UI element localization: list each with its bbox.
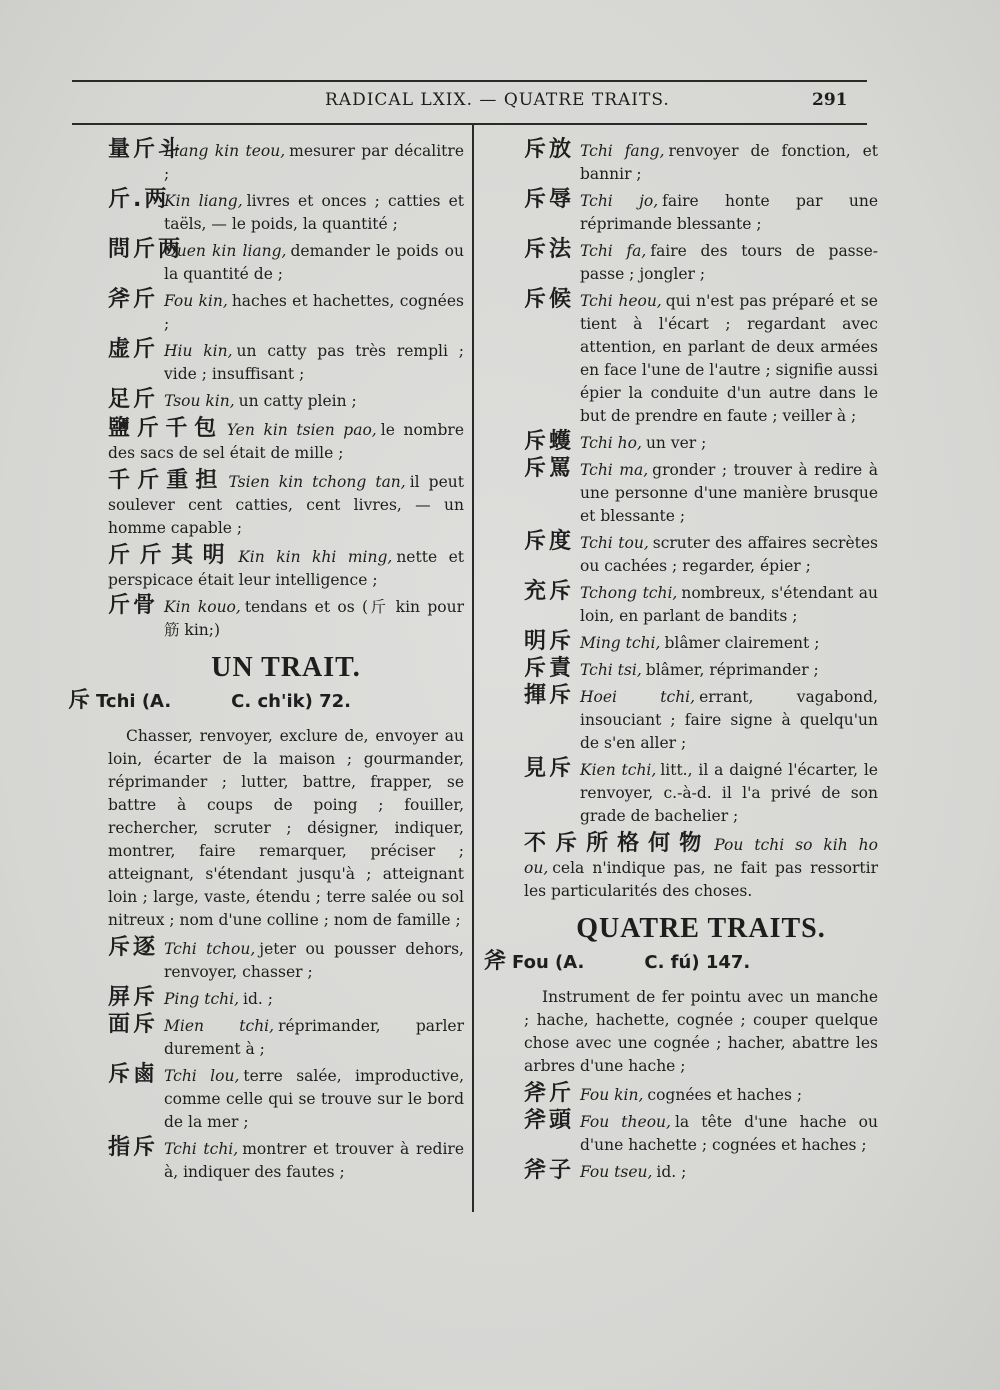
entry-chars: 斧頭 xyxy=(524,1108,575,1133)
entry-chars: 斥罵 xyxy=(524,456,575,481)
entry xyxy=(524,579,878,628)
section-title: QUATRE TRAITS. xyxy=(576,913,826,944)
top-rule xyxy=(72,80,867,82)
entry-chars: 斧斤 xyxy=(108,287,159,312)
column-divider xyxy=(472,124,474,1212)
entry xyxy=(108,417,464,465)
entry-chars: 斥逐 xyxy=(108,935,159,960)
radical-romanization: Fou (A. xyxy=(512,952,585,973)
entry-romanization: Tchi ma, xyxy=(580,461,649,479)
entry-definition: blâmer clairement ; xyxy=(664,634,820,652)
entry-definition: réprimander, parler durement à ; xyxy=(164,1017,464,1058)
entry-definition: un catty pas très rempli ; vide ; insuffisant ; xyxy=(164,342,464,383)
entry-romanization: Kin kouo, xyxy=(164,598,241,616)
entry-romanization: Tchi fang, xyxy=(580,142,665,160)
entry-chars: 斥責 xyxy=(524,656,575,681)
entry-romanization: Tchi fa, xyxy=(580,242,647,260)
entry-definition: le nombre des sacs de sel était de mille ; xyxy=(108,421,464,462)
entry-chars: 鹽斤千包 xyxy=(108,416,223,441)
entry-definition: un ver ; xyxy=(645,434,707,452)
entry-romanization: Fou kin, xyxy=(164,292,228,310)
entry-chars: 千斤重担 xyxy=(108,468,225,493)
entry xyxy=(108,287,464,336)
entry xyxy=(524,629,878,655)
radical-char: 斧 xyxy=(484,949,507,974)
entry-romanization: Ping tchi, xyxy=(164,990,239,1008)
entry-chars: 斥蠖 xyxy=(524,429,575,454)
entry-chars: 指斥 xyxy=(108,1135,159,1160)
entry xyxy=(108,1135,464,1184)
entry-definition: renvoyer de fonction, et bannir ; xyxy=(580,142,878,183)
left-entries-top xyxy=(108,137,464,642)
radical-romanization: Tchi (A. xyxy=(96,691,172,712)
right-entries-bottom xyxy=(524,1081,878,1184)
entry-chars: 斧斤 xyxy=(524,1081,575,1106)
entry-romanization: Tsou kin, xyxy=(164,392,235,410)
radical-heading xyxy=(484,950,878,974)
entry-definition: un catty plein ; xyxy=(238,392,357,410)
entry-chars: 斥辱 xyxy=(524,187,575,212)
entry xyxy=(108,237,464,286)
entry xyxy=(108,187,464,236)
entry xyxy=(524,756,878,828)
entry-romanization: Tchi jo, xyxy=(580,192,659,210)
entry-chars: 斥度 xyxy=(524,529,575,554)
entry xyxy=(108,469,464,540)
entry-chars: 揮斥 xyxy=(524,683,575,708)
entry-definition: terre salée, improductive, comme celle qui se trouve sur le bord de la mer ; xyxy=(164,1067,464,1131)
entry-romanization: Tchi ho, xyxy=(580,434,642,452)
entry-definition: scruter des affaires secrètes ou cachées ; regarder, épier ; xyxy=(580,534,878,575)
entry-definition: demander le poids ou la quantité de ; xyxy=(164,242,464,283)
entry-romanization: Fou tseu, xyxy=(580,1163,653,1181)
radical-cantonese: C. fú) 147. xyxy=(644,952,751,973)
left-column xyxy=(68,137,464,1188)
entry xyxy=(108,593,464,642)
entry-definition: id. ; xyxy=(656,1163,687,1181)
radical-char: 斥 xyxy=(68,688,91,713)
header-rule xyxy=(72,123,867,125)
entry-chars: 足斤 xyxy=(108,387,159,412)
entry-romanization: Tsien kin tchong tan, xyxy=(228,473,406,491)
entry-chars: 面斥 xyxy=(108,1012,159,1037)
radical-cantonese: C. ch'ik) 72. xyxy=(231,691,351,712)
entry xyxy=(108,1012,464,1061)
entry-definition: il peut soulever cent catties, cent livres, — un homme capable ; xyxy=(108,473,464,537)
entry-definition: cognées et haches ; xyxy=(647,1086,803,1104)
entry-romanization: Kien tchi, xyxy=(580,761,657,779)
entry-definition: nette et perspicace était leur intelligence ; xyxy=(108,548,464,589)
entry-definition: livres et onces ; catties et taëls, — le poids, la quantité ; xyxy=(164,192,464,233)
entry xyxy=(524,287,878,428)
section-title: UN TRAIT. xyxy=(211,652,361,683)
entry-definition: id. ; xyxy=(243,990,273,1008)
entry-chars: 斥候 xyxy=(524,287,575,312)
entry-chars: 斥鹵 xyxy=(108,1062,159,1087)
entry-romanization: Ming tchi, xyxy=(580,634,661,652)
entry xyxy=(108,137,464,186)
entry xyxy=(524,187,878,236)
entry-romanization: Liang kin teou, xyxy=(164,142,286,160)
entry-romanization: Tchi tchi, xyxy=(164,1140,239,1158)
radical-definition: Instrument de fer pointu avec un manche ; hache, hachette, cognée ; couper quelque chose avec une cognée ; hacher, abattre les arbres d'une hache ; xyxy=(524,988,878,1075)
entry-chars: 斤斤其明 xyxy=(108,543,235,568)
entry-romanization: Tchi tchou, xyxy=(164,940,256,958)
entry-chars: 見斥 xyxy=(524,756,575,781)
entry-definition: la tête d'une hache ou d'une hachette ; cognées et haches ; xyxy=(580,1113,878,1154)
radical-definition: Chasser, renvoyer, exclure de, envoyer au loin, écarter de la maison ; gourmander, réprimander ; lutter, battre, frapper, se battre à coups de poing ; fouiller, rechercher, scruter ; désigner, indiquer, montrer, faire remarquer, préciser ; atteignant, s'étendant jusqu'à ; atteignant loin ; large, vaste, étendu ; terre salée ou sol nitreux ; nom d'une colline ; nom de famille ; xyxy=(108,727,464,929)
left-entries-bottom xyxy=(108,935,464,1184)
entry xyxy=(524,1081,878,1107)
entry-definition: qui n'est pas préparé et se tient à l'écart ; regardant avec attention, en parlant de deux armées en face l'une de l'autre ; signifie aussi épier la conduite d'un autre dans le but de prendre en faute ; veiller à ; xyxy=(580,292,878,425)
entry-definition: nombreux, s'étendant au loin, en parlant de bandits ; xyxy=(580,584,878,625)
entry-chars: 斤.两 xyxy=(108,187,170,212)
entry-definition: faire honte par une réprimande blessante ; xyxy=(580,192,878,233)
entry-chars: 明斥 xyxy=(524,629,575,654)
entry-definition: faire des tours de passe-passe ; jongler ; xyxy=(580,242,878,283)
entry-romanization: Pou tchi so kih ho ou, xyxy=(524,836,878,877)
entry xyxy=(108,337,464,386)
entry-definition: montrer et trouver à redire à, indiquer des fautes ; xyxy=(164,1140,464,1181)
entry-romanization: Tchong tchi, xyxy=(580,584,678,602)
entry xyxy=(524,237,878,286)
entry-romanization: Kin liang, xyxy=(164,192,243,210)
entry xyxy=(108,387,464,413)
entry-romanization: Yen kin tsien pao, xyxy=(226,421,377,439)
entry-definition: blâmer, réprimander ; xyxy=(645,661,819,679)
entry-definition: gronder ; trouver à redire à une personne d'une manière brusque et blessante ; xyxy=(580,461,878,525)
entry-definition: jeter ou pousser dehors, renvoyer, chasser ; xyxy=(164,940,464,981)
page-number: 291 xyxy=(812,90,848,110)
entry-romanization: Mien tchi, xyxy=(164,1017,275,1035)
entry xyxy=(108,985,464,1011)
entry-chars: 問斤两 xyxy=(108,237,184,262)
running-head xyxy=(0,90,1000,114)
entry xyxy=(524,529,878,578)
running-title: RADICAL LXIX. — QUATRE TRAITS. xyxy=(325,90,670,110)
right-entries-top xyxy=(524,137,879,903)
entry-chars: 虚斤 xyxy=(108,337,159,362)
entry xyxy=(524,1158,878,1184)
entry xyxy=(108,935,464,984)
entry-definition: haches et hachettes, cognées ; xyxy=(164,292,464,333)
entry-definition: tendans et os (斤 kin pour 筋 kin;) xyxy=(164,598,464,639)
entry xyxy=(108,544,464,592)
entry-romanization: Tchi tsi, xyxy=(580,661,642,679)
entry-definition: mesurer par décalitre ; xyxy=(164,142,464,183)
entry-romanization: Fou theou, xyxy=(580,1113,671,1131)
entry xyxy=(524,456,878,528)
entry-romanization: Tchi heou, xyxy=(580,292,662,310)
entry-chars: 斧子 xyxy=(524,1158,575,1183)
entry-romanization: Hiu kin, xyxy=(164,342,233,360)
entry xyxy=(524,1108,878,1157)
entry-definition: errant, vagabond, insouciant ; faire signe à quelqu'un de s'en aller ; xyxy=(580,688,879,752)
entry-romanization: Tchi tou, xyxy=(580,534,649,552)
entry-definition: litt., il a daigné l'écarter, le renvoyer, c.-à-d. il l'a privé de son grade de bachelier ; xyxy=(580,761,878,825)
entry xyxy=(524,429,878,455)
entry-chars: 斥放 xyxy=(524,137,575,162)
entry xyxy=(524,832,878,903)
entry-chars: 量斤斗 xyxy=(108,137,184,162)
entry-chars: 斥法 xyxy=(524,237,575,262)
entry-chars: 斤骨 xyxy=(108,593,159,618)
entry xyxy=(524,137,878,186)
right-column xyxy=(484,137,879,1188)
entry-chars: 屏斥 xyxy=(108,985,159,1010)
entry-romanization: Tchi lou, xyxy=(164,1067,240,1085)
entry-romanization: Kin kin khi ming, xyxy=(238,548,393,566)
entry-romanization: Fou kin, xyxy=(580,1086,644,1104)
entry xyxy=(524,656,878,682)
entry-romanization: Hoei tchi, xyxy=(580,688,696,706)
entry xyxy=(524,683,879,755)
entry-chars: 充斥 xyxy=(524,579,575,604)
entry-chars: 不斥所格何物 xyxy=(524,831,711,856)
entry-romanization: Ouen kin liang, xyxy=(164,242,287,260)
entry-definition: cela n'indique pas, ne fait pas ressortir les particularités des choses. xyxy=(524,859,878,900)
radical-heading xyxy=(68,689,464,713)
entry xyxy=(108,1062,464,1134)
